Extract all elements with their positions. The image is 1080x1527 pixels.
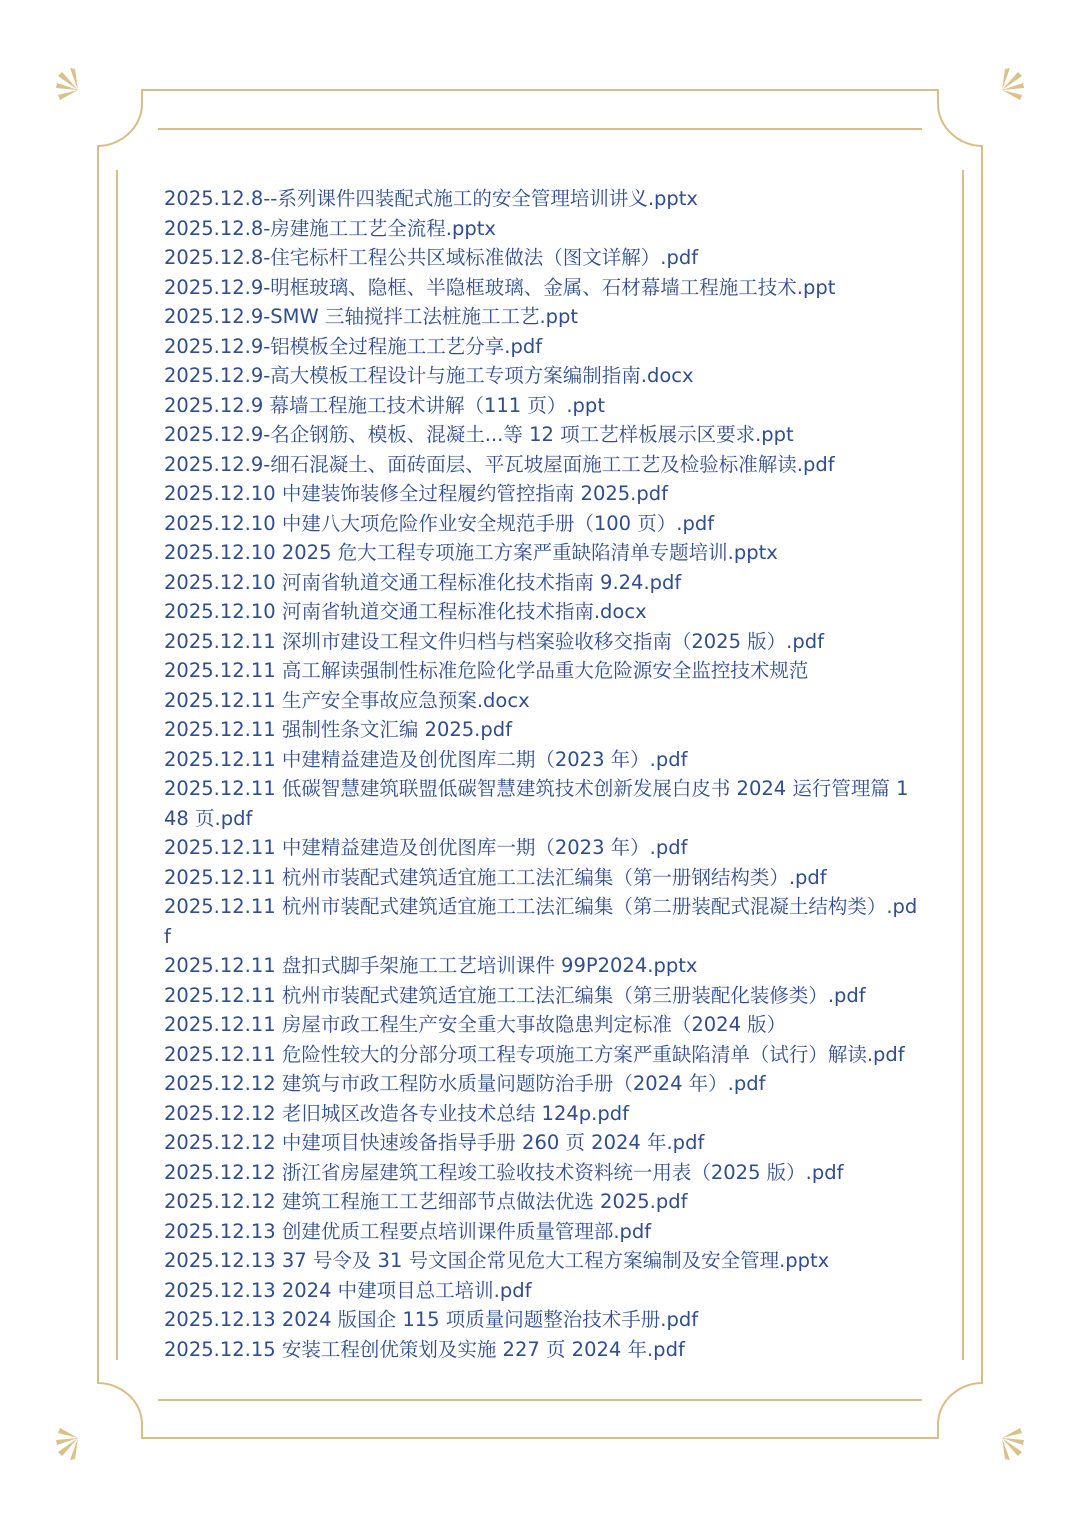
list-item[interactable]: 2025.12.8--系列课件四装配式施工的安全管理培训讲义.pptx: [164, 187, 698, 210]
list-item[interactable]: 2025.12.9-SMW 三轴搅拌工法桩施工工艺.ppt: [164, 305, 579, 328]
list-item[interactable]: 2025.12.12 建筑与市政工程防水质量问题防治手册（2024 年）.pdf: [164, 1072, 766, 1095]
list-item[interactable]: 2025.12.13 创建优质工程要点培训课件质量管理部.pdf: [164, 1219, 652, 1243]
list-item[interactable]: 2025.12.12 建筑工程施工工艺细部节点做法优选 2025.pdf: [164, 1190, 688, 1213]
list-item[interactable]: 2025.12.13 2024 版国企 115 项质量问题整治技术手册.pdf: [164, 1308, 699, 1331]
list-item[interactable]: 2025.12.11 杭州市装配式建筑适宜施工工法汇编集（第二册装配式混凝土结构类）.pdf: [164, 895, 918, 948]
fan-ornament-top-left-icon: [56, 68, 78, 100]
list-item[interactable]: 2025.12.10 河南省轨道交通工程标准化技术指南.docx: [164, 600, 647, 623]
list-item[interactable]: 2025.12.9-铝模板全过程施工工艺分享.pdf: [164, 334, 543, 358]
file-list: [164, 184, 920, 1364]
list-item[interactable]: 2025.12.13 2024 中建项目总工培训.pdf: [164, 1278, 532, 1302]
list-item[interactable]: 2025.12.11 杭州市装配式建筑适宜施工工法汇编集（第一册钢结构类）.pdf: [164, 865, 827, 889]
list-item[interactable]: 2025.12.9-名企钢筋、模板、混凝土...等 12 项工艺样板展示区要求.ppt: [164, 423, 794, 446]
fan-ornament-bottom-right-icon: [1002, 1428, 1024, 1460]
list-item[interactable]: 2025.12.10 河南省轨道交通工程标准化技术指南 9.24.pdf: [164, 570, 682, 594]
list-item[interactable]: 2025.12.10 中建八大项危险作业安全规范手册（100 页）.pdf: [164, 511, 715, 535]
list-item[interactable]: 2025.12.11 低碳智慧建筑联盟低碳智慧建筑技术创新发展白皮书 2024 运行管理篇 148 页.pdf: [164, 777, 909, 830]
list-item[interactable]: 2025.12.12 中建项目快速竣备指导手册 260 页 2024 年.pdf: [164, 1131, 705, 1154]
list-item[interactable]: 2025.12.12 浙江省房屋建筑工程竣工验收技术资料统一用表（2025 版）.pdf: [164, 1160, 844, 1184]
list-item[interactable]: 2025.12.11 生产安全事故应急预案.docx: [164, 688, 530, 712]
list-item[interactable]: 2025.12.11 盘扣式脚手架施工工艺培训课件 99P2024.pptx: [164, 954, 698, 977]
list-item[interactable]: 2025.12.8-房建施工工艺全流程.pptx: [164, 216, 496, 240]
list-item[interactable]: 2025.12.9-细石混凝土、面砖面层、平瓦坡屋面施工工艺及检验标准解读.pdf: [164, 452, 835, 476]
list-item[interactable]: 2025.12.15 安装工程创优策划及实施 227 页 2024 年.pdf: [164, 1337, 685, 1361]
list-item[interactable]: 2025.12.11 中建精益建造及创优图库一期（2023 年）.pdf: [164, 836, 688, 859]
list-item[interactable]: 2025.12.11 杭州市装配式建筑适宜施工工法汇编集（第三册装配化装修类）.pdf: [164, 983, 866, 1007]
list-item[interactable]: 2025.12.8-住宅标杆工程公共区域标准做法（图文详解）.pdf: [164, 246, 699, 269]
list-item[interactable]: 2025.12.11 强制性条文汇编 2025.pdf: [164, 718, 512, 741]
fan-ornament-top-right-icon: [1002, 68, 1024, 100]
list-item[interactable]: 2025.12.11 危险性较大的分部分项工程专项施工方案严重缺陷清单（试行）解读.pdf: [164, 1042, 905, 1066]
list-item[interactable]: 2025.12.11 中建精益建造及创优图库二期（2023 年）.pdf: [164, 747, 688, 771]
list-item[interactable]: 2025.12.11 高工解读强制性标准危险化学品重大危险源安全监控技术规范: [164, 659, 809, 682]
list-item[interactable]: 2025.12.10 中建装饰装修全过程履约管控指南 2025.pdf: [164, 482, 668, 505]
list-item[interactable]: 2025.12.9-高大模板工程设计与施工专项方案编制指南.docx: [164, 364, 694, 387]
list-item[interactable]: 2025.12.11 深圳市建设工程文件归档与档案验收移交指南（2025 版）.pdf: [164, 629, 824, 653]
fan-ornament-bottom-left-icon: [56, 1428, 78, 1460]
list-item[interactable]: 2025.12.9-明框玻璃、隐框、半隐框玻璃、金属、石材幕墙工程施工技术.ppt: [164, 275, 836, 299]
list-item[interactable]: 2025.12.12 老旧城区改造各专业技术总结 124p.pdf: [164, 1101, 629, 1125]
list-item[interactable]: 2025.12.11 房屋市政工程生产安全重大事故隐患判定标准（2024 版）: [164, 1013, 787, 1036]
list-item[interactable]: 2025.12.10 2025 危大工程专项施工方案严重缺陷清单专题培训.pptx: [164, 541, 778, 564]
list-item[interactable]: 2025.12.9 幕墙工程施工技术讲解（111 页）.ppt: [164, 393, 605, 417]
list-item[interactable]: 2025.12.13 37 号令及 31 号文国企常见危大工程方案编制及安全管理.pptx: [164, 1249, 830, 1272]
